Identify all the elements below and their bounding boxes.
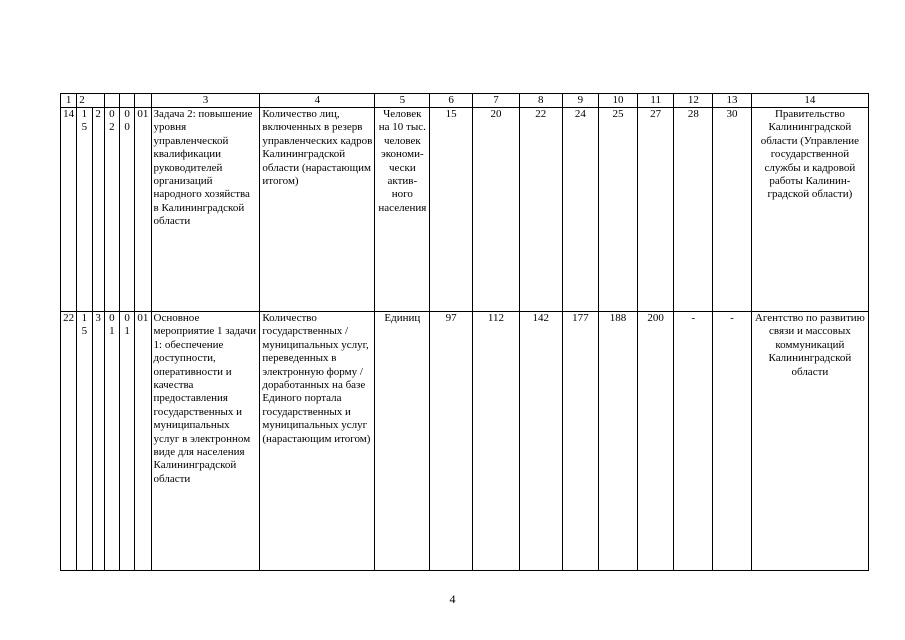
header-cell: 9 [562, 94, 599, 108]
code-cell: 01 [135, 108, 151, 312]
value-cell: 200 [637, 312, 674, 571]
code-cell: 2 [92, 108, 104, 312]
value-cell: 27 [637, 108, 674, 312]
table-header-row [61, 94, 869, 108]
page-number: 4 [449, 592, 456, 606]
value-cell: 20 [473, 108, 520, 312]
header-cell: 11 [637, 94, 674, 108]
value-cell: 188 [599, 312, 638, 571]
header-cell: 8 [519, 94, 562, 108]
indicators-table [60, 93, 869, 571]
header-cell: 10 [599, 94, 638, 108]
value-cell: 15 [430, 108, 473, 312]
description-cell: Задача 2: повышение уровня управленческой квалификации руководителей организаций народного хозяйства в Калининградской области [151, 108, 260, 312]
header-cell: 4 [260, 94, 375, 108]
value-cell: 25 [599, 108, 638, 312]
indicator-cell: Количество лиц, включенных в резерв управленческих кадров Калининградской области (нарастающим итогом) [260, 108, 375, 312]
responsible-cell: Агентство по развитию связи и массовых коммуникаций Калининградской области [751, 312, 868, 571]
header-cell: 12 [674, 94, 713, 108]
value-cell: - [674, 312, 713, 571]
value-cell: 97 [430, 312, 473, 571]
header-cell: 13 [713, 94, 752, 108]
code-cell: 22 [61, 312, 77, 571]
code-cell: 15 [77, 312, 92, 571]
code-cell: 01 [104, 312, 119, 571]
code-cell: 14 [61, 108, 77, 312]
header-cell: 6 [430, 94, 473, 108]
header-cell: 3 [151, 94, 260, 108]
header-cell: 1 [61, 94, 77, 108]
table-row [61, 312, 869, 571]
unit-cell: Единиц [375, 312, 430, 571]
value-cell: 28 [674, 108, 713, 312]
value-cell: 142 [519, 312, 562, 571]
header-cell: 7 [473, 94, 520, 108]
header-cell [104, 94, 119, 108]
header-cell: 5 [375, 94, 430, 108]
value-cell: 30 [713, 108, 752, 312]
indicator-cell: Количество государственных / муниципальных услуг, переведенных в электронную форму / доработанных на базе Единого портала государственных и муниципальных услуг (нарастающим итогом) [260, 312, 375, 571]
value-cell: 112 [473, 312, 520, 571]
responsible-cell: Правительство Калининградской области (Управление государственной службы и кадровой работы Калинин-градской области) [751, 108, 868, 312]
table-row [61, 108, 869, 312]
description-cell: Основное мероприятие 1 задачи 1: обеспечение доступности, оперативности и качества предоставления государственных и муниципальных услуг в электронном виде для населения Калининградской области [151, 312, 260, 571]
code-cell: 01 [135, 312, 151, 571]
value-cell: 24 [562, 108, 599, 312]
header-cell [119, 94, 134, 108]
header-cell: 14 [751, 94, 868, 108]
unit-cell: Человек на 10 тыс. человек экономи-чески актив-ного населения [375, 108, 430, 312]
header-cell [135, 94, 151, 108]
code-cell: 02 [104, 108, 119, 312]
header-cell: 2 [77, 94, 104, 108]
code-cell: 15 [77, 108, 92, 312]
code-cell: 01 [119, 312, 134, 571]
value-cell: 22 [519, 108, 562, 312]
code-cell: 3 [92, 312, 104, 571]
code-cell: 00 [119, 108, 134, 312]
value-cell: 177 [562, 312, 599, 571]
value-cell: - [713, 312, 752, 571]
